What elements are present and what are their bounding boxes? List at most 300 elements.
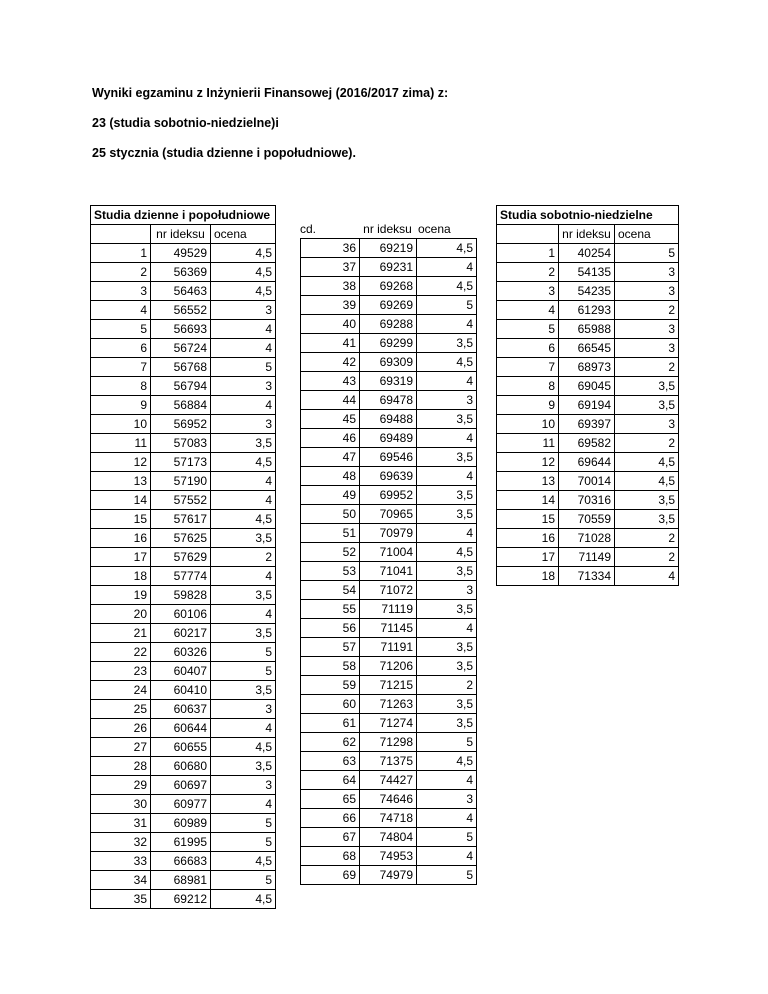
student-index: 60217 xyxy=(151,624,211,643)
student-index: 71004 xyxy=(360,543,417,562)
grade: 3,5 xyxy=(417,638,477,657)
student-index: 60644 xyxy=(151,719,211,738)
table-row xyxy=(497,472,679,491)
grade: 3 xyxy=(615,282,679,301)
student-index: 54135 xyxy=(559,263,615,282)
grade: 3 xyxy=(417,790,477,809)
table-row xyxy=(301,866,477,885)
daily-results-table xyxy=(90,205,276,909)
student-index: 69488 xyxy=(360,410,417,429)
student-index: 56952 xyxy=(151,415,211,434)
student-index: 60680 xyxy=(151,757,211,776)
student-index: 69231 xyxy=(360,258,417,277)
row-number: 55 xyxy=(301,600,360,619)
table-row xyxy=(301,638,477,657)
student-index: 69489 xyxy=(360,429,417,448)
table-row xyxy=(301,619,477,638)
student-index: 69397 xyxy=(559,415,615,434)
student-index: 60697 xyxy=(151,776,211,795)
student-index: 71298 xyxy=(360,733,417,752)
row-number: 28 xyxy=(91,757,151,776)
grade: 3,5 xyxy=(417,695,477,714)
grade: 5 xyxy=(417,866,477,885)
student-index: 74427 xyxy=(360,771,417,790)
grade: 4,5 xyxy=(417,543,477,562)
table-row xyxy=(301,809,477,828)
student-index: 71274 xyxy=(360,714,417,733)
table-row xyxy=(91,776,276,795)
grade: 3 xyxy=(417,581,477,600)
grade: 3,5 xyxy=(211,624,276,643)
student-index: 57625 xyxy=(151,529,211,548)
student-index: 60407 xyxy=(151,662,211,681)
student-index: 71145 xyxy=(360,619,417,638)
table-row xyxy=(497,358,679,377)
student-index: 57774 xyxy=(151,567,211,586)
row-number: 19 xyxy=(91,586,151,605)
table-row xyxy=(91,491,276,510)
row-number: 69 xyxy=(301,866,360,885)
grade: 2 xyxy=(211,548,276,567)
row-number: 42 xyxy=(301,353,360,372)
grade: 5 xyxy=(211,833,276,852)
table-row xyxy=(497,263,679,282)
row-number: 14 xyxy=(91,491,151,510)
grade: 4 xyxy=(417,847,477,866)
table-row xyxy=(91,852,276,871)
row-number: 6 xyxy=(497,339,559,358)
row-number: 2 xyxy=(497,263,559,282)
grade: 2 xyxy=(615,358,679,377)
row-number: 57 xyxy=(301,638,360,657)
row-number: 68 xyxy=(301,847,360,866)
row-number: 36 xyxy=(301,239,360,258)
table-row xyxy=(301,695,477,714)
student-index: 60655 xyxy=(151,738,211,757)
grade: 2 xyxy=(615,301,679,320)
student-index: 61293 xyxy=(559,301,615,320)
row-number: 54 xyxy=(301,581,360,600)
table-row xyxy=(91,244,276,263)
row-number: 52 xyxy=(301,543,360,562)
table-row xyxy=(91,890,276,909)
grade: 4 xyxy=(211,795,276,814)
grade: 5 xyxy=(211,871,276,890)
student-index: 56369 xyxy=(151,263,211,282)
student-index: 74646 xyxy=(360,790,417,809)
grade: 4 xyxy=(417,467,477,486)
row-number: 5 xyxy=(91,320,151,339)
table-row xyxy=(301,828,477,847)
student-index: 71119 xyxy=(360,600,417,619)
table-row xyxy=(91,453,276,472)
table-row xyxy=(497,529,679,548)
table-row xyxy=(497,282,679,301)
row-number: 29 xyxy=(91,776,151,795)
row-number: 20 xyxy=(91,605,151,624)
table-row xyxy=(497,453,679,472)
table-row xyxy=(91,263,276,282)
row-number: 3 xyxy=(497,282,559,301)
row-number: 31 xyxy=(91,814,151,833)
student-index: 70979 xyxy=(360,524,417,543)
table-row xyxy=(301,296,477,315)
row-number: 12 xyxy=(497,453,559,472)
row-number: 13 xyxy=(91,472,151,491)
table-row xyxy=(301,315,477,334)
row-number: 25 xyxy=(91,700,151,719)
row-number: 6 xyxy=(91,339,151,358)
row-number: 8 xyxy=(497,377,559,396)
student-index: 71206 xyxy=(360,657,417,676)
grade: 4 xyxy=(211,605,276,624)
table-row xyxy=(91,472,276,491)
student-index: 71149 xyxy=(559,548,615,567)
grade: 4 xyxy=(211,320,276,339)
table-row xyxy=(91,301,276,320)
student-index: 69219 xyxy=(360,239,417,258)
table-row xyxy=(91,681,276,700)
grade: 2 xyxy=(615,434,679,453)
student-index: 69299 xyxy=(360,334,417,353)
student-index: 69045 xyxy=(559,377,615,396)
heading-title: Wyniki egzaminu z Inżynierii Finansowej (2016/2017 zima) z: xyxy=(92,86,449,100)
table-row xyxy=(91,567,276,586)
row-number: 2 xyxy=(91,263,151,282)
row-number: 17 xyxy=(91,548,151,567)
grade: 4,5 xyxy=(417,277,477,296)
student-index: 69268 xyxy=(360,277,417,296)
table-header-row xyxy=(91,225,276,244)
header-blank xyxy=(497,225,559,244)
student-index: 49529 xyxy=(151,244,211,263)
row-number: 35 xyxy=(91,890,151,909)
grade: 3 xyxy=(211,415,276,434)
row-number: 1 xyxy=(91,244,151,263)
table-row xyxy=(497,339,679,358)
row-number: 40 xyxy=(301,315,360,334)
grade: 4 xyxy=(211,719,276,738)
grade: 4,5 xyxy=(615,453,679,472)
table-row xyxy=(91,643,276,662)
grade: 5 xyxy=(211,814,276,833)
row-number: 47 xyxy=(301,448,360,467)
header-grade: ocena xyxy=(211,225,276,244)
table-row xyxy=(497,434,679,453)
student-index: 59828 xyxy=(151,586,211,605)
table-row xyxy=(301,714,477,733)
grade: 4,5 xyxy=(211,852,276,871)
table-row xyxy=(301,391,477,410)
grade: 5 xyxy=(211,643,276,662)
row-number: 65 xyxy=(301,790,360,809)
row-number: 16 xyxy=(497,529,559,548)
row-number: 10 xyxy=(497,415,559,434)
student-index: 66683 xyxy=(151,852,211,871)
header-blank xyxy=(91,225,151,244)
table-row xyxy=(301,733,477,752)
grade: 3,5 xyxy=(211,681,276,700)
grade: 3,5 xyxy=(417,657,477,676)
row-number: 38 xyxy=(301,277,360,296)
table-row xyxy=(91,719,276,738)
weekend-results-table xyxy=(496,205,679,586)
grade: 5 xyxy=(211,662,276,681)
row-number: 64 xyxy=(301,771,360,790)
student-index: 70559 xyxy=(559,510,615,529)
grade: 4 xyxy=(417,771,477,790)
student-index: 40254 xyxy=(559,244,615,263)
grade: 3,5 xyxy=(615,491,679,510)
student-index: 56693 xyxy=(151,320,211,339)
student-index: 56768 xyxy=(151,358,211,377)
student-index: 56463 xyxy=(151,282,211,301)
table-row xyxy=(301,524,477,543)
grade: 4,5 xyxy=(417,353,477,372)
grade: 4,5 xyxy=(615,472,679,491)
table-row xyxy=(91,548,276,567)
table-row xyxy=(301,429,477,448)
grade: 3,5 xyxy=(211,529,276,548)
table-row xyxy=(301,752,477,771)
grade: 4 xyxy=(211,472,276,491)
student-index: 57083 xyxy=(151,434,211,453)
row-number: 13 xyxy=(497,472,559,491)
row-number: 49 xyxy=(301,486,360,505)
row-number: 24 xyxy=(91,681,151,700)
row-number: 50 xyxy=(301,505,360,524)
grade: 4 xyxy=(417,429,477,448)
grade: 4,5 xyxy=(211,453,276,472)
table-title-row xyxy=(497,206,679,225)
student-index: 66545 xyxy=(559,339,615,358)
table-row xyxy=(301,486,477,505)
table-row xyxy=(91,662,276,681)
row-number: 48 xyxy=(301,467,360,486)
student-index: 60989 xyxy=(151,814,211,833)
grade: 3 xyxy=(211,700,276,719)
student-index: 60637 xyxy=(151,700,211,719)
student-index: 69212 xyxy=(151,890,211,909)
grade: 3,5 xyxy=(417,410,477,429)
header-index: nr ideksu xyxy=(559,225,615,244)
row-number: 14 xyxy=(497,491,559,510)
student-index: 57629 xyxy=(151,548,211,567)
student-index: 54235 xyxy=(559,282,615,301)
table-row xyxy=(91,700,276,719)
student-index: 57173 xyxy=(151,453,211,472)
grade: 4,5 xyxy=(211,244,276,263)
row-number: 26 xyxy=(91,719,151,738)
row-number: 56 xyxy=(301,619,360,638)
table-row xyxy=(91,738,276,757)
student-index: 68973 xyxy=(559,358,615,377)
row-number: 58 xyxy=(301,657,360,676)
grade: 4 xyxy=(417,809,477,828)
student-index: 71375 xyxy=(360,752,417,771)
table-row xyxy=(91,757,276,776)
student-index: 60106 xyxy=(151,605,211,624)
student-index: 69952 xyxy=(360,486,417,505)
grade: 5 xyxy=(615,244,679,263)
grade: 3 xyxy=(615,320,679,339)
table-row xyxy=(301,410,477,429)
row-number: 51 xyxy=(301,524,360,543)
grade: 3,5 xyxy=(211,434,276,453)
student-index: 71191 xyxy=(360,638,417,657)
grade: 4 xyxy=(417,315,477,334)
row-number: 16 xyxy=(91,529,151,548)
grade: 4,5 xyxy=(211,282,276,301)
table-row xyxy=(497,415,679,434)
student-index: 57617 xyxy=(151,510,211,529)
table-row xyxy=(91,871,276,890)
student-index: 57552 xyxy=(151,491,211,510)
student-index: 74953 xyxy=(360,847,417,866)
row-number: 8 xyxy=(91,377,151,396)
row-number: 11 xyxy=(497,434,559,453)
header-index: nr ideksu xyxy=(151,225,211,244)
grade: 4,5 xyxy=(211,738,276,757)
table-row xyxy=(301,334,477,353)
row-number: 32 xyxy=(91,833,151,852)
table-row xyxy=(91,833,276,852)
grade: 4 xyxy=(211,396,276,415)
row-number: 22 xyxy=(91,643,151,662)
row-number: 41 xyxy=(301,334,360,353)
student-index: 61995 xyxy=(151,833,211,852)
grade: 3,5 xyxy=(417,448,477,467)
grade: 4 xyxy=(417,372,477,391)
table-row xyxy=(497,491,679,510)
table-row xyxy=(91,396,276,415)
grade: 4 xyxy=(211,567,276,586)
table-header-row xyxy=(497,225,679,244)
table-row xyxy=(91,529,276,548)
table-row xyxy=(301,771,477,790)
row-number: 39 xyxy=(301,296,360,315)
grade: 4 xyxy=(211,339,276,358)
row-number: 46 xyxy=(301,429,360,448)
table-row xyxy=(301,657,477,676)
student-index: 71072 xyxy=(360,581,417,600)
header-grade: ocena xyxy=(615,225,679,244)
student-index: 74979 xyxy=(360,866,417,885)
grade: 3,5 xyxy=(615,510,679,529)
table-row xyxy=(91,605,276,624)
grade: 4 xyxy=(417,524,477,543)
row-number: 7 xyxy=(91,358,151,377)
grade: 5 xyxy=(417,828,477,847)
row-number: 59 xyxy=(301,676,360,695)
grade: 3 xyxy=(615,415,679,434)
heading-daily-date: 25 stycznia (studia dzienne i popołudniowe). xyxy=(92,146,356,160)
student-index: 56884 xyxy=(151,396,211,415)
table-row xyxy=(301,448,477,467)
row-number: 53 xyxy=(301,562,360,581)
grade: 4,5 xyxy=(211,890,276,909)
row-number: 67 xyxy=(301,828,360,847)
grade: 3,5 xyxy=(615,377,679,396)
table-row xyxy=(497,567,679,586)
student-index: 56794 xyxy=(151,377,211,396)
row-number: 15 xyxy=(91,510,151,529)
table-row xyxy=(301,847,477,866)
table-row xyxy=(91,415,276,434)
row-number: 33 xyxy=(91,852,151,871)
table-row xyxy=(301,790,477,809)
grade: 2 xyxy=(615,548,679,567)
grade: 3,5 xyxy=(211,586,276,605)
student-index: 69309 xyxy=(360,353,417,372)
grade: 3,5 xyxy=(211,757,276,776)
row-number: 17 xyxy=(497,548,559,567)
student-index: 71041 xyxy=(360,562,417,581)
row-number: 30 xyxy=(91,795,151,814)
grade: 4,5 xyxy=(417,239,477,258)
student-index: 70965 xyxy=(360,505,417,524)
row-number: 9 xyxy=(91,396,151,415)
table-row xyxy=(497,510,679,529)
table-row xyxy=(497,301,679,320)
row-number: 3 xyxy=(91,282,151,301)
grade: 4,5 xyxy=(417,752,477,771)
row-number: 9 xyxy=(497,396,559,415)
row-number: 61 xyxy=(301,714,360,733)
table-row xyxy=(91,282,276,301)
table-title-row xyxy=(91,206,276,225)
table-title: Studia dzienne i popołudniowe xyxy=(91,206,276,225)
row-number: 44 xyxy=(301,391,360,410)
grade: 3 xyxy=(211,301,276,320)
table-row xyxy=(91,586,276,605)
table-row xyxy=(91,339,276,358)
table-row xyxy=(91,434,276,453)
table-row xyxy=(91,358,276,377)
grade: 4,5 xyxy=(211,263,276,282)
student-index: 69478 xyxy=(360,391,417,410)
cont-label: cd. xyxy=(300,222,317,236)
grade: 3,5 xyxy=(417,562,477,581)
student-index: 65988 xyxy=(559,320,615,339)
grade: 5 xyxy=(417,733,477,752)
student-index: 70316 xyxy=(559,491,615,510)
row-number: 11 xyxy=(91,434,151,453)
grade: 5 xyxy=(417,296,477,315)
table-row xyxy=(91,624,276,643)
grade: 3,5 xyxy=(615,396,679,415)
grade: 4 xyxy=(211,491,276,510)
table-row xyxy=(91,795,276,814)
table-row xyxy=(301,277,477,296)
row-number: 12 xyxy=(91,453,151,472)
grade: 3 xyxy=(211,776,276,795)
student-index: 69546 xyxy=(360,448,417,467)
table-title: Studia sobotnio-niedzielne xyxy=(497,206,679,225)
row-number: 23 xyxy=(91,662,151,681)
table-row xyxy=(497,548,679,567)
row-number: 4 xyxy=(91,301,151,320)
table-row xyxy=(497,396,679,415)
table-row xyxy=(301,353,477,372)
student-index: 69194 xyxy=(559,396,615,415)
student-index: 56724 xyxy=(151,339,211,358)
student-index: 71028 xyxy=(559,529,615,548)
row-number: 34 xyxy=(91,871,151,890)
row-number: 63 xyxy=(301,752,360,771)
row-number: 21 xyxy=(91,624,151,643)
table-row xyxy=(91,510,276,529)
